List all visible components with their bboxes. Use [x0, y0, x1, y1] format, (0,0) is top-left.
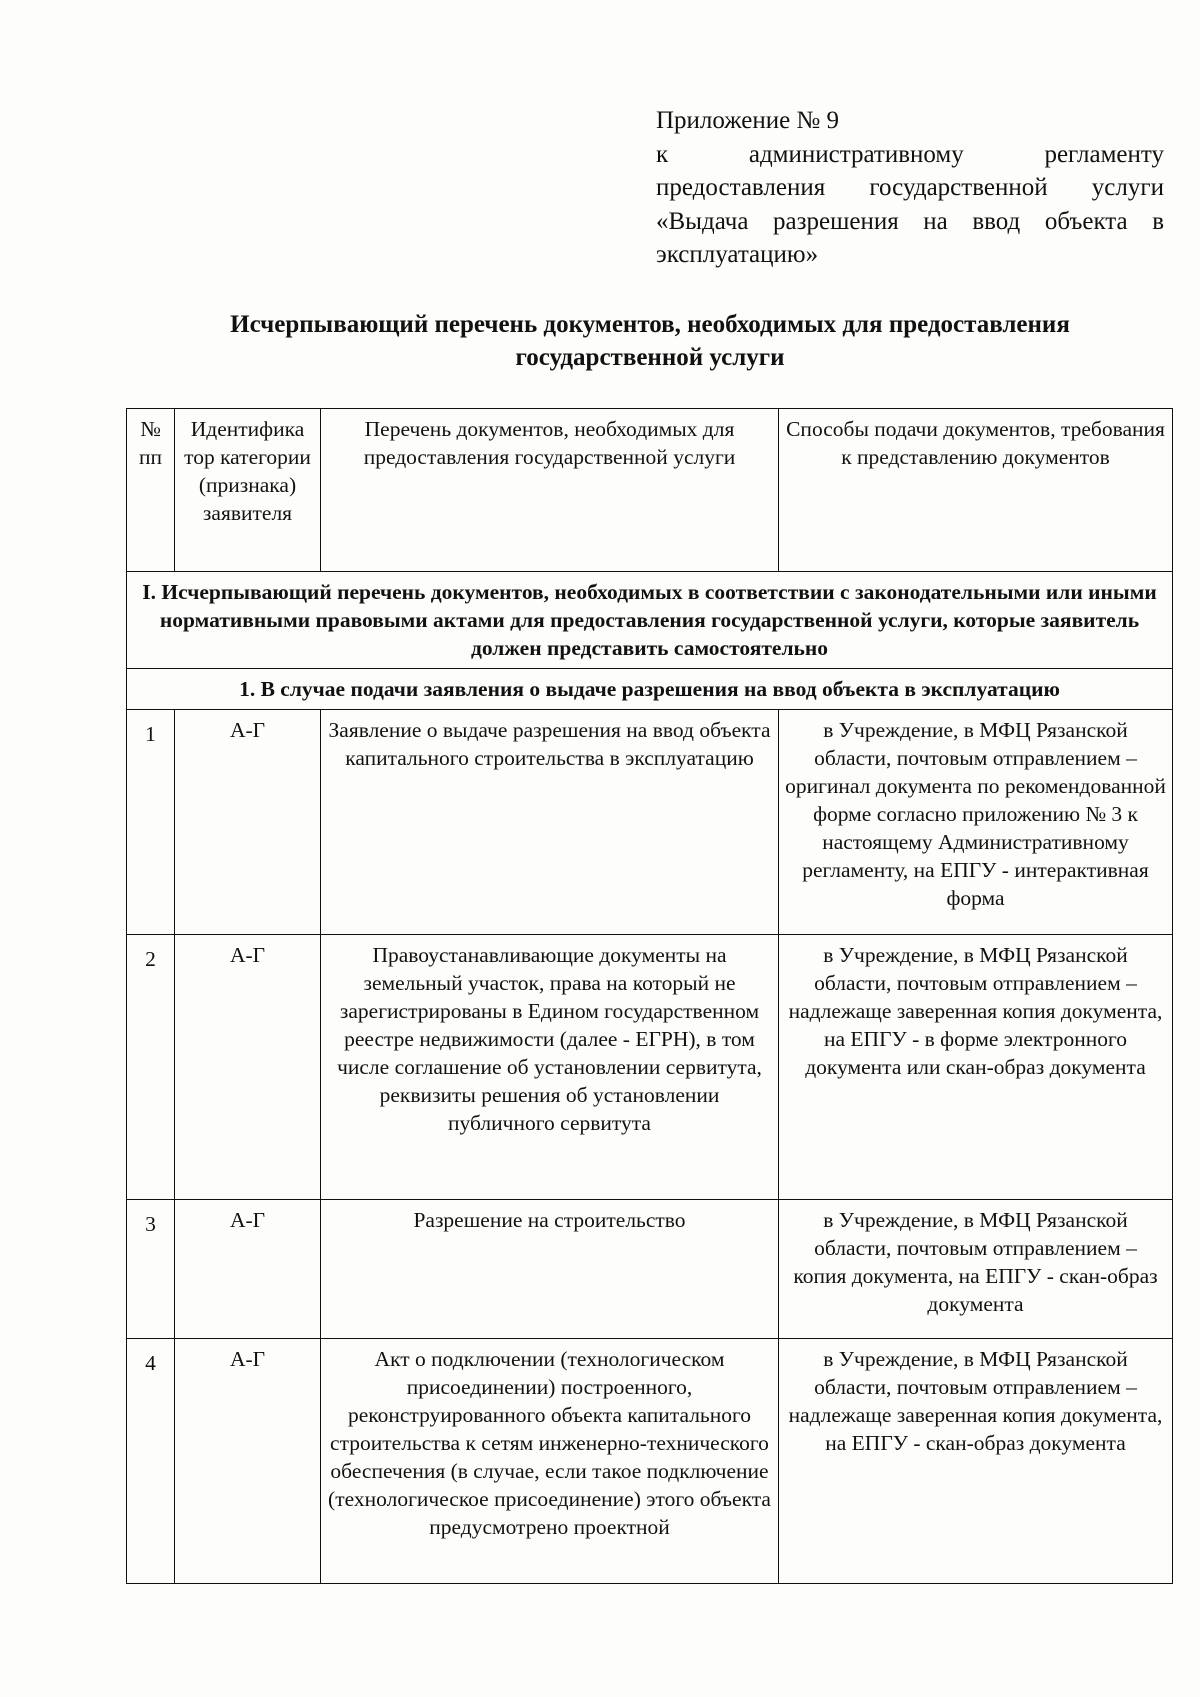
documents-table [126, 408, 1173, 1584]
row-applicant-id: А-Г [175, 1200, 321, 1339]
title-line-1: Исчерпывающий перечень документов, необходимых для предоставления [230, 311, 1070, 338]
header-applicant-id: Идентифика тор категории (признака) заявителя [175, 409, 321, 572]
table-header-row [127, 409, 1173, 572]
header-submission-methods: Способы подачи документов, требования к представлению документов [779, 409, 1173, 572]
table-row [127, 935, 1173, 1200]
document-title [120, 308, 1180, 374]
subsection-title: 1. В случае подачи заявления о выдаче разрешения на ввод объекта в эксплуатацию [127, 669, 1173, 710]
row-number: 2 [127, 935, 175, 1200]
appendix-line-5: эксплуатацию» [656, 241, 819, 268]
row-document: Разрешение на строительство [321, 1200, 779, 1339]
section-row [127, 572, 1173, 669]
appendix-line-3: предоставления государственной услуги [656, 174, 1164, 201]
row-applicant-id: А-Г [175, 935, 321, 1200]
row-applicant-id: А-Г [175, 1339, 321, 1584]
appendix-line-2: к административному регламенту [656, 140, 1164, 168]
row-method: в Учреждение, в МФЦ Рязанской области, почтовым отправлением – надлежаще заверенная копия документа, на ЕПГУ - в форме электронного документа или скан-образ документа [779, 935, 1173, 1200]
row-number: 3 [127, 1200, 175, 1339]
row-document: Акт о подключении (технологическом присоединении) построенного, реконструированного объекта капитального строительства к сетям инженерно-технического обеспечения (в случае, если такое подключение (технологическое присоединение) этого объекта предусмотрено проектной [321, 1339, 779, 1584]
subsection-row [127, 669, 1173, 710]
row-document: Заявление о выдаче разрешения на ввод объекта капитального строительства в эксплуатацию [321, 710, 779, 935]
appendix-line-4: «Выдача разрешения на ввод объекта в [656, 207, 1164, 235]
title-line-2: государственной услуги [515, 344, 785, 371]
section-title: I. Исчерпывающий перечень документов, необходимых в соответствии с законодательными или иными нормативными правовыми актами для предоставления государственной услуги, которые заявитель должен представить самостоятельно [127, 572, 1173, 669]
row-method: в Учреждение, в МФЦ Рязанской области, почтовым отправлением – надлежаще заверенная копия документа, на ЕПГУ - скан-образ документа [779, 1339, 1173, 1584]
header-documents: Перечень документов, необходимых для предоставления государственной услуги [321, 409, 779, 572]
header-num: № пп [127, 409, 175, 572]
row-method: в Учреждение, в МФЦ Рязанской области, почтовым отправлением – копия документа, на ЕПГУ - скан-образ документа [779, 1200, 1173, 1339]
appendix-number: Приложение № 9 [656, 107, 840, 134]
row-document: Правоустанавливающие документы на земельный участок, права на который не зарегистрированы в Едином государственном реестре недвижимости (далее - ЕГРН), в том числе соглашение об установлении сервитута, реквизиты решения об установлении публичного сервитута [321, 935, 779, 1200]
table-row [127, 1200, 1173, 1339]
row-number: 4 [127, 1339, 175, 1584]
row-number: 1 [127, 710, 175, 935]
appendix-header [656, 104, 1164, 272]
row-method: в Учреждение, в МФЦ Рязанской области, почтовым отправлением – оригинал документа по рекомендованной форме согласно приложению № 3 к настоящему Административному регламенту, на ЕПГУ - интерактивная форма [779, 710, 1173, 935]
table-row [127, 1339, 1173, 1584]
table-row [127, 710, 1173, 935]
row-applicant-id: А-Г [175, 710, 321, 935]
